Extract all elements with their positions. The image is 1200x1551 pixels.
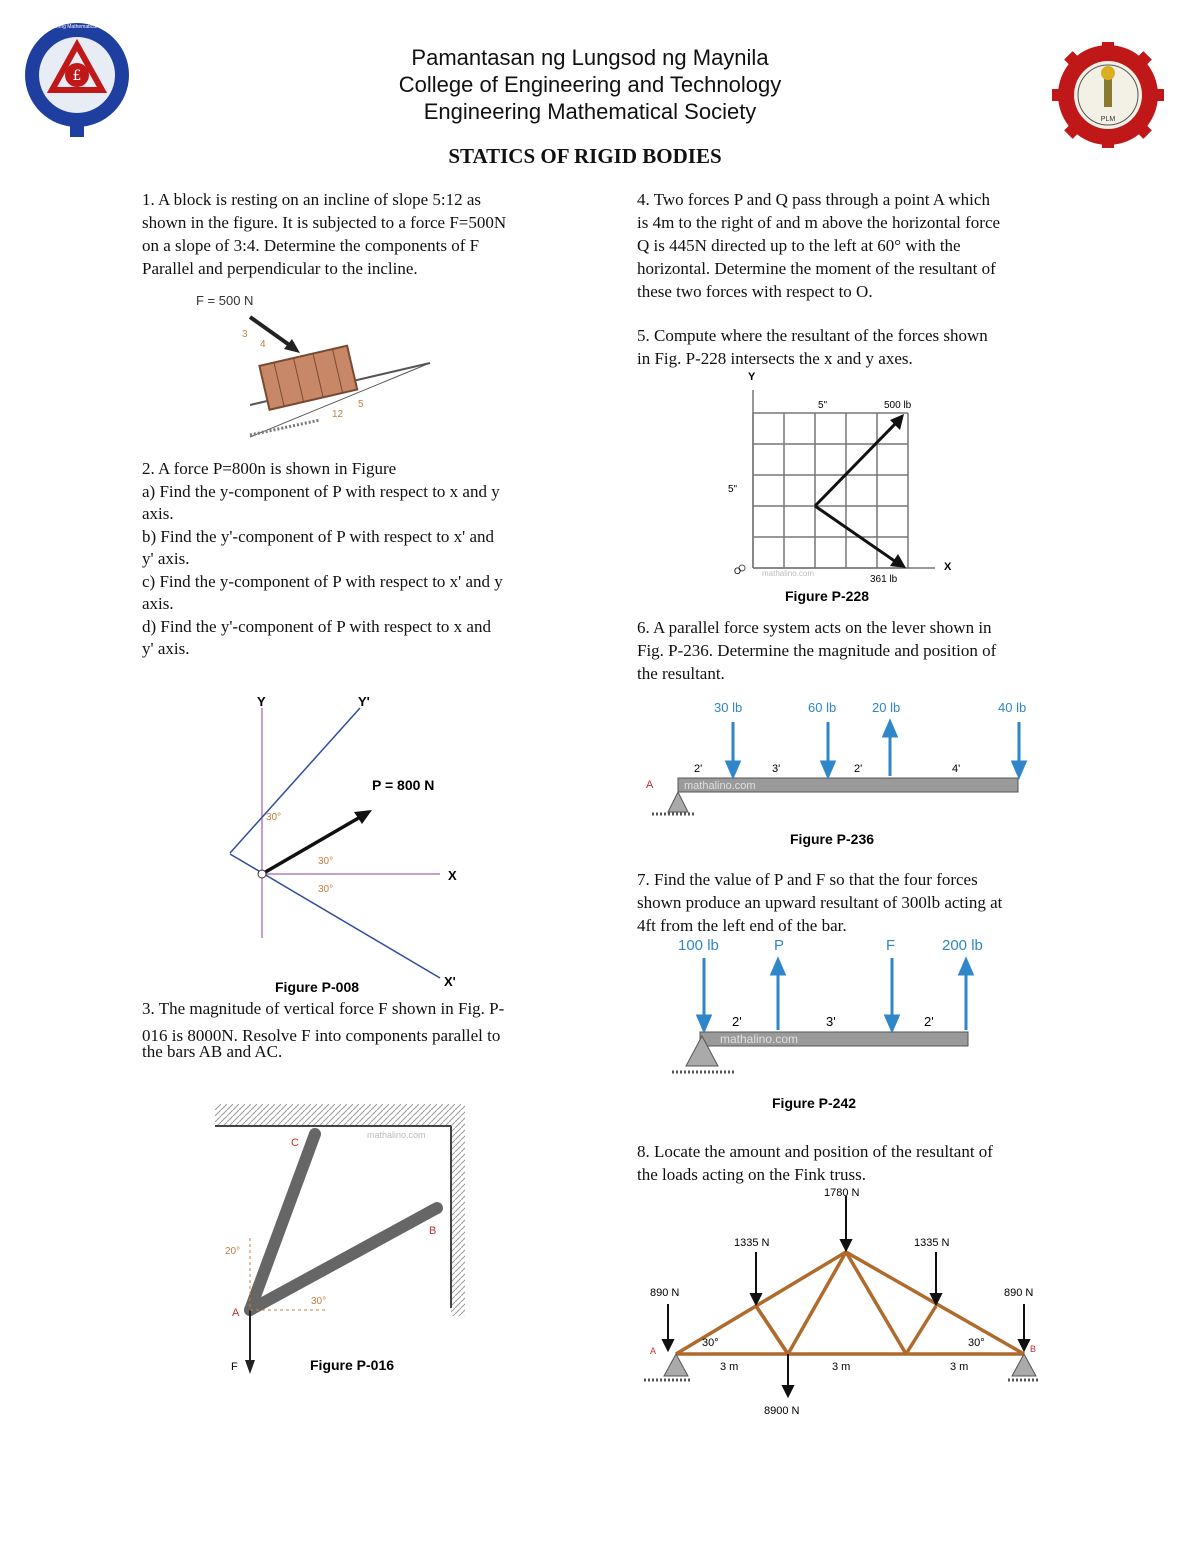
load-right: 1335 N	[914, 1237, 950, 1249]
load-end-left: 890 N	[650, 1287, 680, 1299]
problem-6	[637, 616, 1077, 685]
load-30lb: 30 lb	[714, 700, 743, 715]
figure-p228	[720, 368, 970, 608]
text-line: the resultant.	[637, 664, 725, 683]
watermark: mathalino.com	[762, 569, 815, 578]
text-line: 3. The magnitude of vertical force F shown in Fig. P-	[142, 999, 505, 1018]
load-60lb: 60 lb	[808, 700, 837, 715]
text-line: 8. Locate the amount and position of the resultant of	[637, 1142, 993, 1161]
text-line: 016 is 8000N. Resolve F into components parallel to	[142, 1026, 501, 1045]
figure-p016	[215, 1098, 475, 1388]
text-line: Fig. P-236. Determine the magnitude and position of	[637, 641, 997, 660]
watermark: mathalino.com	[367, 1130, 426, 1140]
slope-label-4: 4	[260, 339, 266, 350]
angle-label-1: 30°	[266, 812, 282, 823]
text-line: 2. A force P=800n is shown in Figure	[142, 459, 397, 478]
text-line: these two forces with respect to O.	[637, 282, 873, 301]
force-500lb-label: 500 lb	[884, 400, 912, 411]
ems-logo	[22, 20, 134, 140]
text-line: the bars AB and AC.	[142, 1042, 283, 1061]
problem-2	[142, 458, 582, 661]
text-line: is 4m to the right of and m above the horizontal force	[637, 213, 1001, 232]
point-a-label: A	[650, 1346, 657, 1356]
point-c-label: C	[291, 1137, 299, 1149]
text-line: a) Find the y-component of P with respect to x and y	[142, 481, 500, 501]
angle-label-2: 30°	[318, 856, 334, 867]
force-f-label: F	[231, 1361, 238, 1373]
load-20lb: 20 lb	[872, 700, 901, 715]
axis-xprime-label: X'	[444, 974, 456, 989]
figure-p236	[640, 692, 1060, 852]
dim-5in-left: 5"	[728, 484, 738, 495]
load-f: F	[886, 937, 896, 954]
problem-8	[637, 1140, 1077, 1186]
load-p: P	[774, 937, 785, 954]
span-2: 3 m	[832, 1361, 851, 1373]
svg-text:£: £	[72, 68, 82, 84]
text-line: 6. A parallel force system acts on the lever shown in	[637, 618, 992, 637]
dim-4ft: 4'	[952, 763, 961, 775]
force-361lb-label: 361 lb	[870, 574, 898, 585]
dim-3ft: 3'	[772, 763, 781, 775]
text-line: axis.	[142, 594, 174, 613]
point-b-label: B	[429, 1225, 437, 1237]
text-line: Q is 445N directed up to the left at 60° with the	[637, 236, 961, 255]
text-line: d) Find the y'-component of P with respect to x and	[142, 616, 491, 636]
figure-caption: Figure P-242	[772, 1095, 857, 1111]
figure-p008	[220, 688, 480, 998]
origin-label: O	[734, 566, 742, 576]
problem-3	[142, 998, 582, 1060]
text-line: shown in the figure. It is subjected to a force F=500N	[142, 213, 507, 232]
axis-x-label: X	[944, 561, 952, 573]
dim-2ft-b: 2'	[924, 1014, 934, 1029]
slope-label-12: 12	[332, 409, 344, 420]
figure-incline-block	[190, 285, 440, 445]
force-p-label: P = 800 N	[372, 777, 435, 793]
problem-1	[142, 188, 582, 280]
figure-caption: Figure P-228	[785, 588, 870, 604]
point-a-label: A	[646, 779, 654, 791]
load-left: 1335 N	[734, 1237, 770, 1249]
text-line: y' axis.	[142, 639, 190, 658]
dim-5in-top: 5"	[818, 400, 828, 411]
force-label: F = 500 N	[196, 293, 254, 308]
watermark: mathalino.com	[684, 780, 756, 792]
figure-p242	[668, 930, 1018, 1120]
load-40lb: 40 lb	[998, 700, 1027, 715]
axis-x-label: X	[448, 868, 457, 883]
slope-label-3: 3	[242, 329, 248, 340]
load-bottom: 8900 N	[764, 1405, 800, 1417]
dim-3ft: 3'	[826, 1014, 836, 1029]
ems-logo-text: Engineering Mathematical Society	[39, 24, 115, 30]
text-line: b) Find the y'-component of P with respect to x' and	[142, 526, 495, 546]
college-name: College of Engineering and Technology	[398, 72, 782, 97]
plm-seal	[1040, 42, 1176, 148]
figure-caption: Figure P-016	[310, 1357, 395, 1373]
text-line: y' axis.	[142, 549, 190, 568]
load-100lb: 100 lb	[678, 937, 719, 954]
text-line: 4ft from the left end of the bar.	[637, 916, 847, 935]
text-line: on a slope of 3:4. Determine the components of F	[142, 236, 480, 255]
axis-yprime-label: Y'	[358, 694, 370, 709]
dim-2ft-a: 2'	[732, 1014, 742, 1029]
watermark: mathalino.com	[720, 1032, 799, 1046]
problem-4	[637, 188, 1077, 303]
slope-label-5: 5	[358, 399, 364, 410]
text-line: axis.	[142, 504, 174, 523]
problem-7	[637, 868, 1077, 937]
text-line: in Fig. P-228 intersects the x and y axes.	[637, 349, 913, 368]
angle-right: 30°	[968, 1337, 985, 1349]
point-b-label: B	[1030, 1344, 1037, 1354]
dim-2ft-a: 2'	[694, 763, 703, 775]
axis-y-label: Y	[748, 371, 756, 383]
page-title: STATICS OF RIGID BODIES	[448, 144, 722, 168]
university-name: Pamantasan ng Lungsod ng Maynila	[411, 45, 769, 70]
load-end-right: 890 N	[1004, 1287, 1034, 1299]
span-1: 3 m	[720, 1361, 739, 1373]
text-line: Parallel and perpendicular to the incline.	[142, 259, 418, 278]
dim-2ft-b: 2'	[854, 763, 863, 775]
text-line: horizontal. Determine the moment of the resultant of	[637, 259, 996, 278]
text-line: 5. Compute where the resultant of the forces shown	[637, 326, 988, 345]
figure-caption: Figure P-236	[790, 831, 875, 847]
point-a-label: A	[232, 1307, 240, 1319]
angle-left: 30°	[702, 1337, 719, 1349]
text-line: the loads acting on the Fink truss.	[637, 1165, 867, 1184]
text-line: c) Find the y-component of P with respect to x' and y	[142, 571, 503, 591]
society-name: Engineering Mathematical Society	[423, 99, 757, 124]
text-line: 4. Two forces P and Q pass through a point A which	[637, 190, 990, 209]
plm-seal-text: PLM	[1100, 116, 1116, 123]
text-line: 7. Find the value of P and F so that the four forces	[637, 870, 978, 889]
text-line: shown produce an upward resultant of 300lb acting at	[637, 893, 1003, 912]
problem-5	[637, 324, 1077, 370]
angle-20-label: 20°	[225, 1246, 241, 1257]
angle-30-label: 30°	[311, 1296, 327, 1307]
load-top: 1780 N	[824, 1187, 860, 1199]
figure-caption: Figure P-008	[275, 979, 360, 995]
text-line: 1. A block is resting on an incline of slope 5:12 as	[142, 190, 482, 209]
figure-fink-truss	[640, 1182, 1050, 1422]
load-200lb: 200 lb	[942, 937, 983, 954]
axis-y-label: Y	[257, 694, 266, 709]
span-3: 3 m	[950, 1361, 969, 1373]
angle-label-3: 30°	[318, 884, 334, 895]
